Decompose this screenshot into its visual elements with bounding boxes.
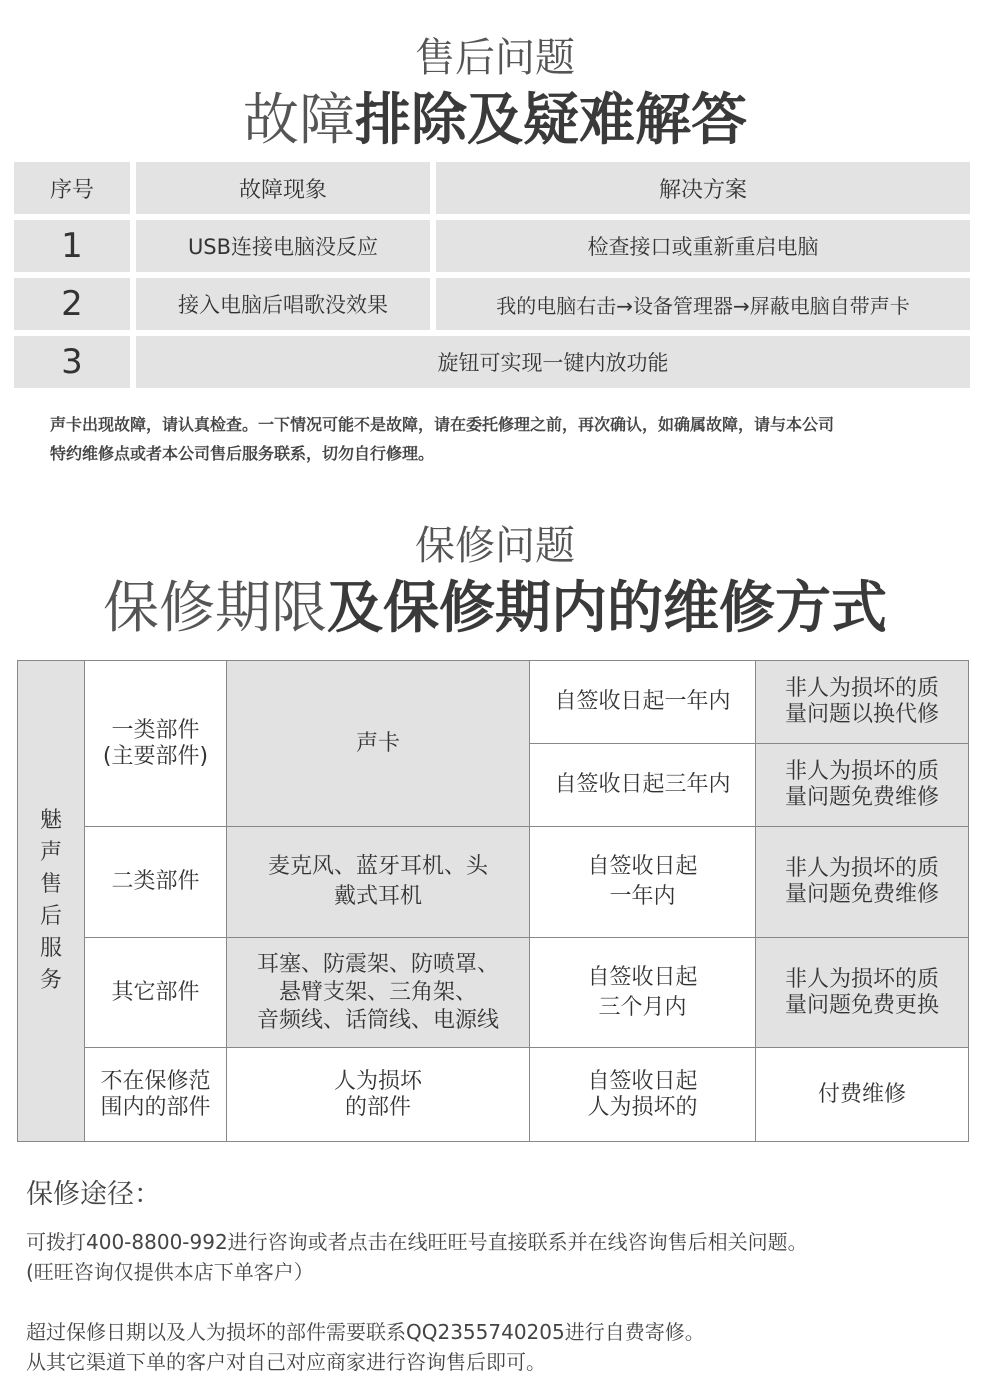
section2-title-light: 保修期限 [103, 576, 327, 641]
section1-subtitle: 售后问题 [415, 35, 575, 81]
cat2-name: 二类部件 [85, 827, 227, 938]
header-num: 序号 [14, 162, 130, 214]
period-line: 人为损坏的 [587, 1094, 698, 1120]
parts-line: 音频线、话筒线、电源线 [256, 1007, 499, 1033]
row-symptom: USB连接电脑没反应 [136, 220, 430, 272]
cat1-period2: 自签收日起三年内 [530, 744, 756, 827]
side-char: 售 [39, 872, 62, 897]
fault-note [50, 410, 950, 468]
cat3-name: 其它部件 [85, 938, 227, 1048]
method-line: 量问题以换代修 [784, 702, 939, 727]
section2-subtitle: 保修问题 [415, 523, 575, 569]
cat4-name [85, 1048, 227, 1141]
cat3-method [756, 938, 968, 1048]
note-line1: 声卡出现故障，请认真检查。一下情况可能不是故障，请在委托修理之前，再次确认，如确属故障，请与本公司 [50, 415, 835, 434]
repair-path-line3: 超过保修日期以及人为损坏的部件需要联系QQ2355740205进行自费寄修。 [26, 1320, 705, 1344]
row-num: 2 [14, 278, 130, 330]
period-line: 一年内 [609, 884, 676, 909]
side-char: 务 [39, 968, 62, 993]
period-line: 自签收日起 [587, 964, 698, 990]
table-row [14, 336, 970, 388]
repair-path-line4: 从其它渠道下单的客户对自己对应商家进行咨询售后即可。 [26, 1350, 546, 1374]
header-solution: 解决方案 [436, 162, 970, 214]
parts-line: 悬臂支架、三角架、 [278, 979, 477, 1005]
method-line: 非人为损坏的质 [784, 759, 939, 784]
section1-title [0, 76, 990, 156]
period-line: 自签收日起 [587, 854, 698, 879]
cat1-period1: 自签收日起一年内 [530, 661, 756, 744]
cat1-name-line2: (主要部件) [102, 743, 209, 769]
side-char: 魅 [39, 808, 62, 833]
section1-title-light: 故障 [243, 88, 355, 153]
cat3-period [530, 938, 756, 1048]
section2-title [0, 564, 990, 644]
parts-line: 的部件 [344, 1094, 411, 1120]
repair-path-title: 保修途径： [26, 1179, 161, 1210]
warranty-side-label [18, 661, 85, 1141]
side-char: 后 [39, 904, 62, 929]
method-line: 量问题免费更换 [784, 992, 939, 1018]
fault-table-header [14, 162, 970, 214]
cat2-period [530, 827, 756, 938]
cat2-parts [227, 827, 530, 938]
row-solution: 我的电脑右击→设备管理器→屏蔽电脑自带声卡 [436, 278, 970, 330]
row-solution: 检查接口或重新重启电脑 [436, 220, 970, 272]
cat1-name [85, 661, 227, 827]
method-line: 非人为损坏的质 [784, 966, 939, 992]
section1-title-bold: 排除及疑难解答 [355, 88, 747, 153]
parts-line: 麦克风、蓝牙耳机、头 [267, 854, 488, 879]
cat2-method [756, 827, 968, 938]
side-char: 服 [39, 936, 62, 961]
cat1-name-line1: 一类部件 [111, 717, 200, 743]
cat4-name-line1: 不在保修范 [100, 1068, 211, 1094]
table-row [14, 220, 970, 272]
repair-path-line1: 可拨打400-8800-992进行咨询或者点击在线旺旺号直接联系并在线咨询售后相关问题。 [26, 1230, 808, 1254]
parts-line: 人为损坏 [333, 1068, 422, 1094]
cat3-parts [227, 938, 530, 1048]
cat1-parts: 声卡 [227, 661, 530, 827]
row-num: 1 [14, 220, 130, 272]
side-char: 声 [39, 840, 62, 865]
method-line: 量问题免费维修 [784, 882, 939, 907]
period-line: 自签收日起 [587, 1068, 698, 1094]
cat1-method1 [756, 661, 968, 744]
cat4-name-line2: 围内的部件 [100, 1094, 211, 1120]
row-merged: 旋钮可实现一键内放功能 [136, 336, 970, 388]
period-line: 三个月内 [598, 994, 687, 1020]
parts-line: 戴式耳机 [333, 884, 422, 909]
method-line: 非人为损坏的质 [784, 676, 939, 701]
cat1-method2 [756, 744, 968, 827]
method-line: 量问题免费维修 [784, 785, 939, 810]
warranty-table [17, 660, 969, 1142]
parts-line: 耳塞、防震架、防喷罩、 [256, 951, 499, 977]
repair-path-line2: (旺旺咨询仅提供本店下单客户） [26, 1260, 314, 1284]
table-row [14, 278, 970, 330]
method-line: 非人为损坏的质 [784, 856, 939, 881]
cat4-parts [227, 1048, 530, 1141]
section2-title-bold: 及保修期内的维修方式 [327, 576, 887, 641]
header-symptom: 故障现象 [136, 162, 430, 214]
cat4-method: 付费维修 [756, 1048, 968, 1141]
note-line2: 特约维修点或者本公司售后服务联系，切勿自行修理。 [50, 444, 435, 463]
cat4-period [530, 1048, 756, 1141]
row-num: 3 [14, 336, 130, 388]
row-symptom: 接入电脑后唱歌没效果 [136, 278, 430, 330]
